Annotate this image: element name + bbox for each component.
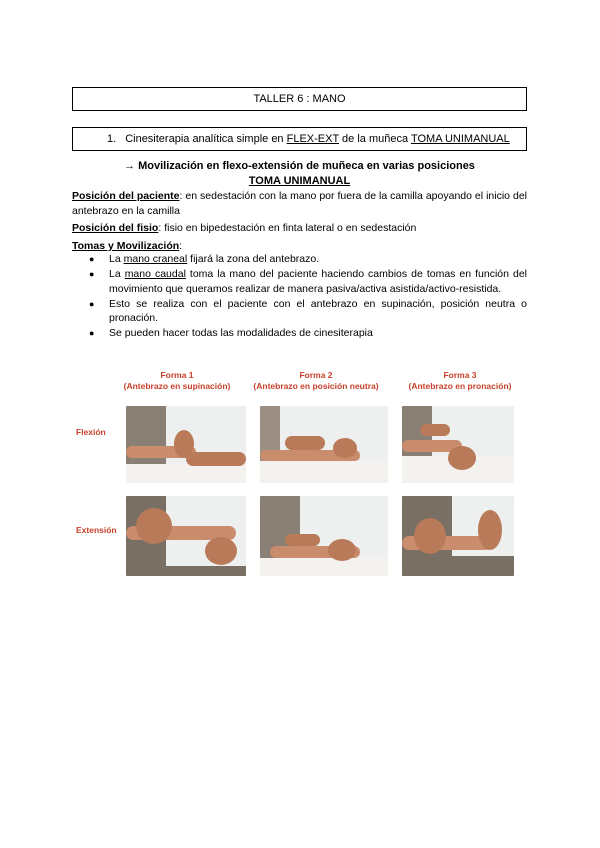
- tomas-suffix: :: [179, 240, 183, 252]
- tomas-label: Tomas y Movilización: [72, 240, 180, 252]
- technique-figure: [72, 370, 527, 580]
- column-label-forma-3: [395, 370, 525, 392]
- point-text: [125, 133, 510, 145]
- list-item: [72, 326, 527, 341]
- posicion-fisio-text: : fisio en bipedestación en finta lateral o en sedestación: [158, 222, 417, 234]
- bullet-2-pre: La: [109, 268, 125, 280]
- list-item: [72, 252, 527, 267]
- row-label-extension: Extensión: [76, 525, 117, 535]
- column-1-subtitle: (Antebrazo en supinación): [123, 381, 231, 391]
- column-2-title: Forma 2: [299, 370, 333, 380]
- column-label-forma-2: [251, 370, 381, 392]
- photo-flexion-pronacion: [402, 406, 514, 483]
- posicion-paciente-paragraph: [72, 189, 527, 219]
- column-2-subtitle: (Antebrazo en posición neutra): [253, 381, 379, 391]
- photo-flexion-neutra: [260, 406, 388, 483]
- row-label-flexion: Flexión: [76, 427, 106, 437]
- bullet-1-underlined: mano craneal: [123, 253, 188, 265]
- list-item: [72, 267, 527, 296]
- point-toma-unimanual: TOMA UNIMANUAL: [410, 133, 510, 145]
- section-subheading: [72, 175, 527, 187]
- page-title: TALLER 6 : MANO: [253, 93, 346, 105]
- point-number: 1.: [107, 133, 117, 145]
- column-label-forma-1: [112, 370, 242, 392]
- posicion-paciente-text: : en sedestación con la mano por fuera de la camilla apoyando el inicio del antebrazo en la camilla: [72, 190, 527, 217]
- posicion-fisio-paragraph: [72, 221, 527, 236]
- photo-extension-supinacion: [126, 496, 246, 576]
- photo-flexion-supinacion: [126, 406, 246, 483]
- section-heading: → Movilización en flexo-extensión de muñeca en varias posiciones: [124, 160, 475, 172]
- photo-extension-pronacion: [402, 496, 514, 576]
- point-text-middle: de la muñeca: [338, 133, 411, 145]
- point-text-prefix: Cinesiterapia analítica simple en: [125, 133, 287, 145]
- bullet-1-pre: La: [109, 253, 124, 265]
- page-title-box: [72, 87, 527, 111]
- subheading-text: TOMA UNIMANUAL: [248, 175, 351, 187]
- list-item: [72, 297, 527, 326]
- posicion-fisio-label: Posición del fisio: [72, 222, 159, 234]
- bullet-2-post: toma la mano del paciente haciendo cambios de tomas en función del movimiento que queramos realizar de manera pasiva/activa asistida/activo-resistida.: [109, 268, 527, 295]
- bullet-1-post: fijará la zona del antebrazo.: [187, 253, 320, 265]
- photo-extension-neutra: [260, 496, 388, 576]
- bullet-3-text: Esto se realiza con el paciente con el antebrazo en supinación, posición neutra o pronación.: [109, 297, 527, 324]
- bullet-2-underlined: mano caudal: [124, 268, 186, 280]
- numbered-point-box: [72, 127, 527, 151]
- column-1-title: Forma 1: [160, 370, 194, 380]
- posicion-paciente-label: Posición del paciente: [72, 190, 180, 202]
- column-3-title: Forma 3: [443, 370, 477, 380]
- tomas-list: [72, 252, 527, 341]
- column-3-subtitle: (Antebrazo en pronación): [408, 381, 512, 391]
- bullet-4-text: Se pueden hacer todas las modalidades de cinesiterapia: [109, 327, 373, 339]
- point-flex-ext: FLEX-EXT: [286, 133, 339, 145]
